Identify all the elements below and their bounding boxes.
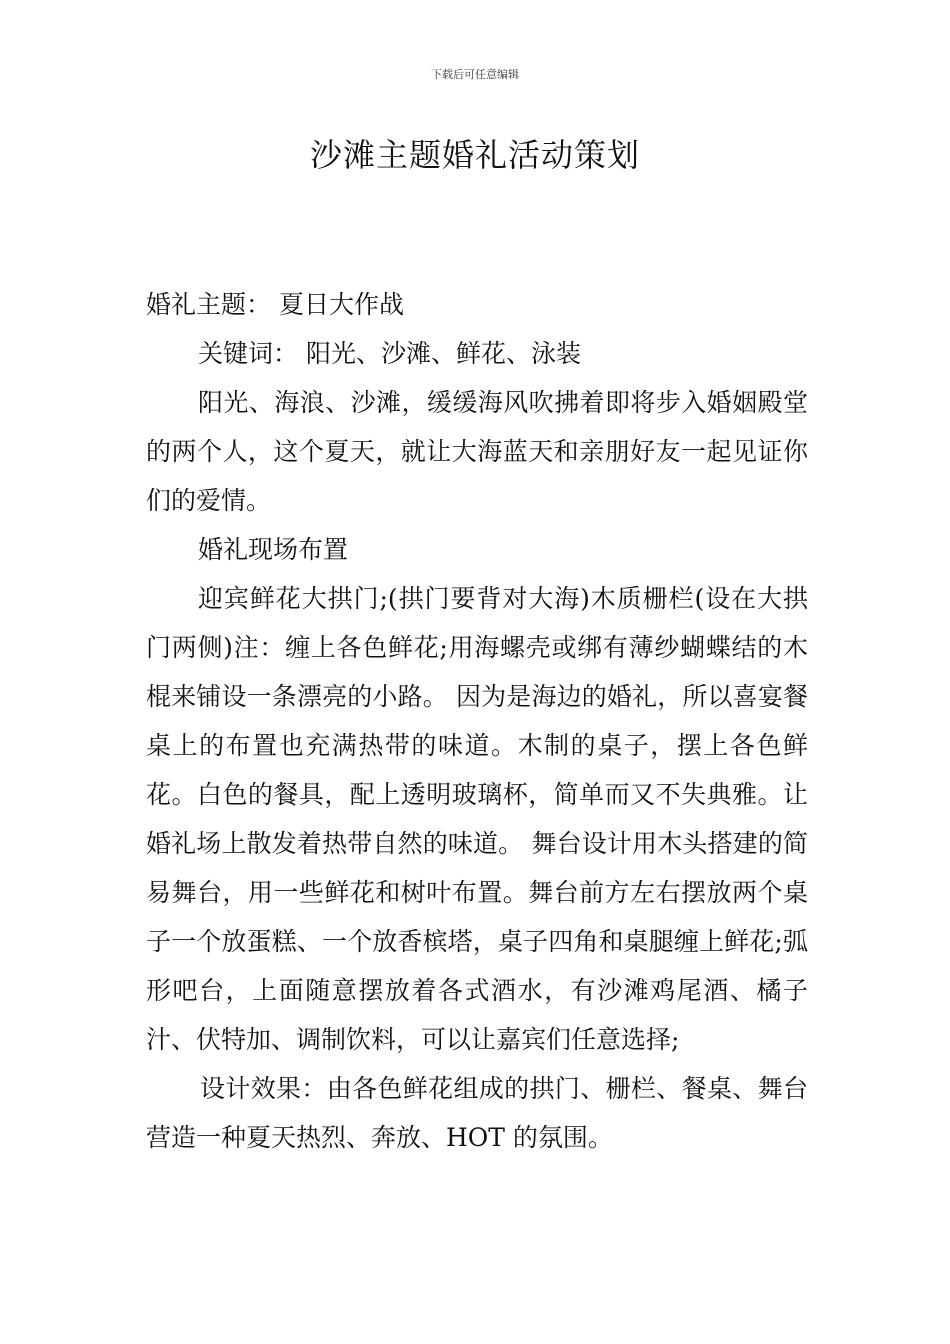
theme-paragraph: 婚礼主题： 夏日大作战 [146,290,404,319]
layout-paragraph: 迎宾鲜花大拱门;(拱门要背对大海)木质栅栏(设在大拱门两侧)注：缠上各色鲜花;用海螺壳或绑有薄纱蝴蝶结的木棍来铺设一条漂亮的小路。 因为是海边的婚礼，所以喜宴餐桌上的布置也充满热带的味道。木制的桌子，摆上各色鲜花。白色的餐具，配上透明玻璃杯，简单而又不失典雅。让婚礼场上散发着热带自然的味道。 舞台设计用木头搭建的简易舞台，用一些鲜花和树叶布置。舞台前方左右摆放两个桌子一个放蛋糕、一个放香槟塔，桌子四角和桌腿缠上鲜花;弧形吧台，上面随意摆放着各式酒水，有沙滩鸡尾酒、橘子汁、伏特加、调制饮料，可以让嘉宾们任意选择; [146,584,808,1054]
keywords-paragraph: 关键词： 阳光、沙滩、鲜花、泳装 [198,339,581,368]
effect-paragraph: 设计效果：由各色鲜花组成的拱门、栅栏、餐桌、舞台营造一种夏天热烈、奔放、HOT 的氛围。 [146,1074,808,1152]
document-body [146,280,808,1162]
document-title: 沙滩主题婚礼活动策划 [309,136,640,174]
header-note: 下载后可任意编辑 [431,68,519,81]
section-heading: 婚礼现场布置 [198,535,349,564]
intro-paragraph: 阳光、海浪、沙滩，缓缓海风吹拂着即将步入婚姻殿堂的两个人，这个夏天，就让大海蓝天和亲朋好友一起见证你们的爱情。 [146,388,808,515]
